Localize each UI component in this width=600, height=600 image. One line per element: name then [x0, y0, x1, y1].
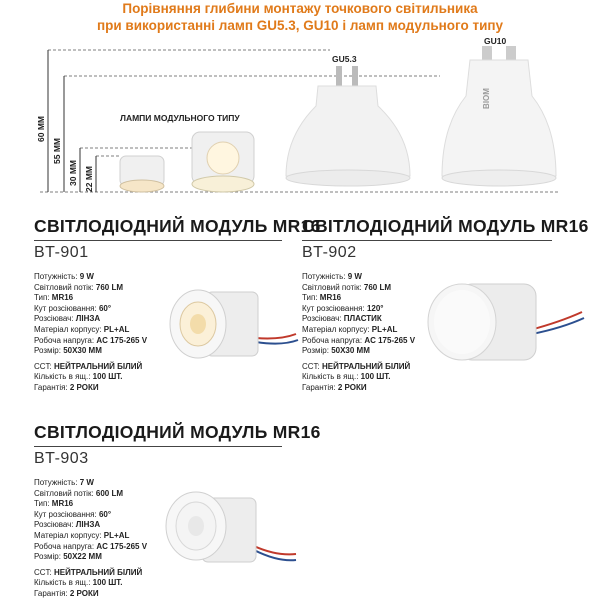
spec-row: Тип: MR16 — [34, 293, 74, 303]
product-title: СВІТЛОДІОДНИЙ МОДУЛЬ MR16 — [34, 422, 321, 442]
spec-row: Гарантія: 2 РОКИ — [34, 382, 99, 392]
spec-row: Робоча напруга: AC 175-265 V — [302, 335, 416, 345]
spec-row: Розмір: 50X22 MM — [34, 552, 102, 562]
spec-row: CCT: НЕЙТРАЛЬНИЙ БІЛИЙ — [34, 567, 143, 577]
spec-list — [34, 272, 147, 394]
spec-row: Розсіювач: ПЛАСТИК — [302, 314, 382, 324]
spec-row: Кут розсіювання: 60° — [34, 303, 112, 313]
depth-label-30: 30 ММ — [68, 160, 78, 186]
header-line-2: при використанні ламп GU5.3, GU10 і ламп модульного типу — [96, 18, 504, 33]
product-divider — [34, 446, 282, 447]
spec-row: Кількість в ящ.: 100 ШТ. — [34, 372, 123, 382]
depth-label-55: 55 ММ — [52, 138, 62, 164]
spec-row: Кількість в ящ.: 100 ШТ. — [302, 372, 391, 382]
spec-row: Робоча напруга: AC 175-265 V — [34, 335, 148, 345]
brand-text: BIOM — [481, 88, 491, 109]
product-code: BT-901 — [34, 244, 89, 261]
spec-row: Розсіювач: ЛІНЗА — [34, 314, 101, 324]
depth-label-60: 60 ММ — [36, 116, 46, 142]
header-line-1: Порівняння глибини монтажу точкового світильника — [122, 1, 478, 16]
product-divider — [34, 240, 282, 241]
spec-row: Тип: MR16 — [34, 499, 74, 509]
depth-diagram — [0, 36, 600, 206]
gu10-lamp-icon — [442, 46, 556, 186]
spec-row: Тип: MR16 — [302, 293, 342, 303]
spec-row: Світловий потік: 760 LM — [34, 282, 124, 292]
module-bt903-image — [158, 476, 298, 576]
depth-label-22: 22 ММ — [84, 166, 94, 192]
label-module-lamps: ЛАМПИ МОДУЛЬНОГО ТИПУ — [120, 113, 240, 123]
product-title: СВІТЛОДІОДНИЙ МОДУЛЬ MR16 — [34, 216, 321, 236]
spec-row: Гарантія: 2 РОКИ — [34, 588, 99, 598]
spec-row: Потужність: 9 W — [302, 272, 362, 281]
spec-row: Кут розсіювання: 120° — [302, 303, 384, 313]
spec-list — [302, 272, 415, 394]
spec-row: Потужність: 9 W — [34, 272, 94, 281]
spec-row: Кут розсіювання: 60° — [34, 509, 112, 519]
module-lamp-small-icon — [120, 156, 164, 192]
spec-row: Розмір: 50X30 MM — [302, 346, 370, 356]
spec-row: Розмір: 50X30 MM — [34, 346, 102, 356]
product-code: BT-902 — [302, 244, 357, 261]
spec-row: Робоча напруга: AC 175-265 V — [34, 541, 148, 551]
gu53-lamp-icon — [286, 66, 410, 186]
module-lamp-large-icon — [192, 132, 254, 192]
label-gu10: GU10 — [484, 36, 507, 46]
product-code: BT-903 — [34, 450, 89, 467]
spec-row: Світловий потік: 600 LM — [34, 488, 124, 498]
module-bt902-image — [420, 272, 590, 372]
spec-row: Потужність: 7 W — [34, 478, 94, 487]
spec-row: Кількість в ящ.: 100 ШТ. — [34, 578, 123, 588]
spec-list — [34, 478, 147, 600]
spec-row: CCT: НЕЙТРАЛЬНИЙ БІЛИЙ — [302, 361, 411, 371]
spec-row: Гарантія: 2 РОКИ — [302, 382, 367, 392]
label-gu53: GU5.3 — [332, 54, 357, 64]
page-header — [0, 0, 600, 34]
spec-row: CCT: НЕЙТРАЛЬНИЙ БІЛИЙ — [34, 361, 143, 371]
product-title: СВІТЛОДІОДНИЙ МОДУЛЬ MR16 — [302, 216, 589, 236]
spec-row: Матеріал корпусу: PL+AL — [34, 324, 130, 334]
spec-row: Матеріал корпусу: PL+AL — [34, 530, 130, 540]
spec-row: Розсіювач: ЛІНЗА — [34, 520, 101, 530]
spec-row: Матеріал корпусу: PL+AL — [302, 324, 398, 334]
module-bt901-image — [160, 278, 300, 368]
spec-row: Світловий потік: 760 LM — [302, 282, 392, 292]
product-divider — [302, 240, 552, 241]
